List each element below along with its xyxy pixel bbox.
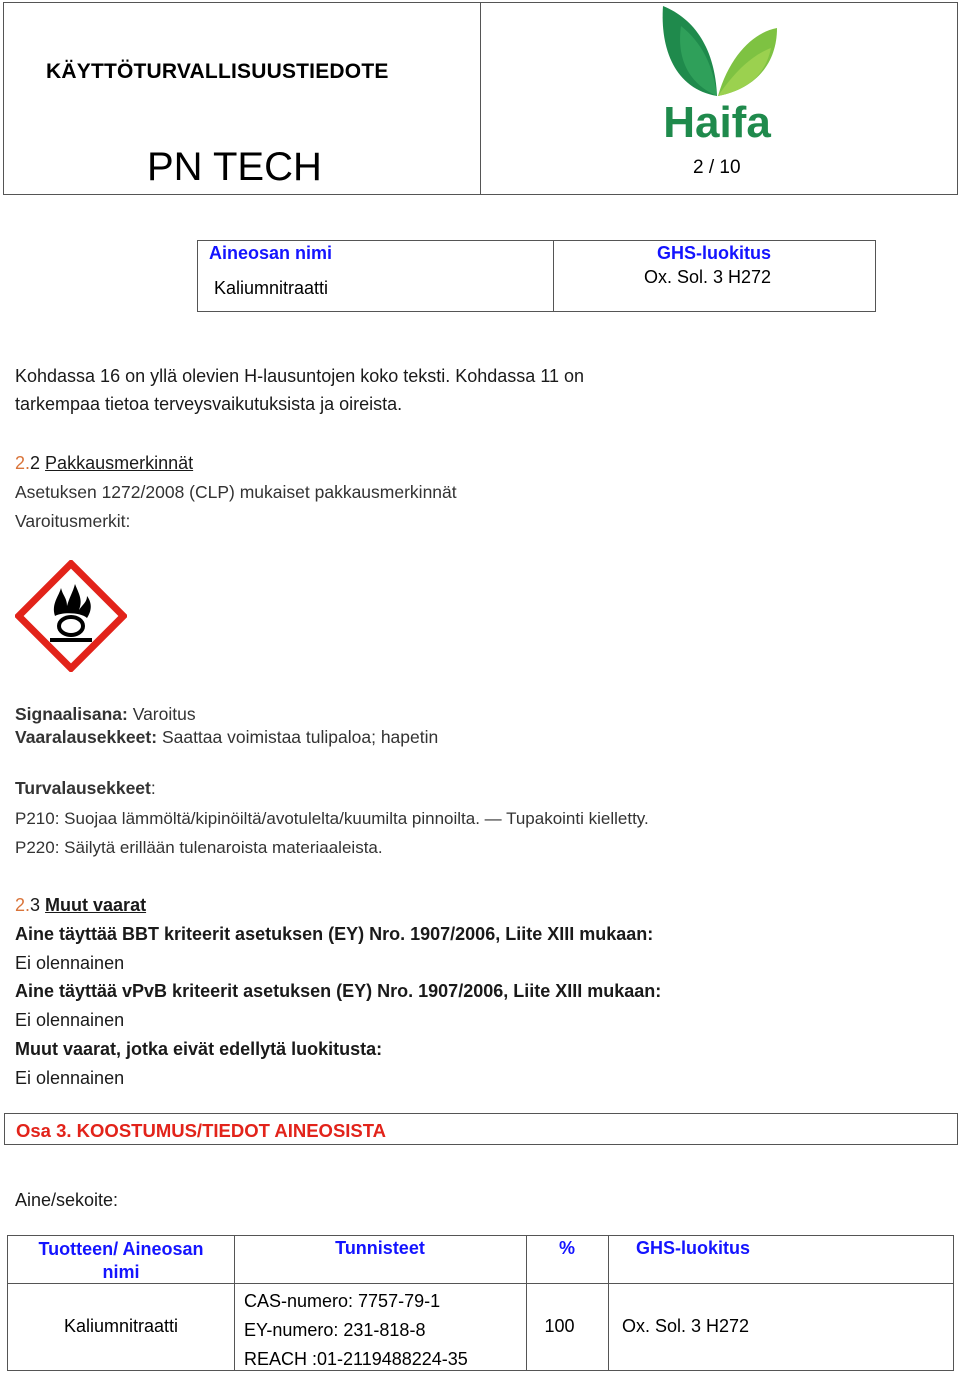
- pbt-criteria-label: Aine täyttää BBT kriteerit asetuksen (EY) Nro. 1907/2006, Liite XIII mukaan:: [15, 924, 654, 944]
- precaution-label: Turvalausekkeet: [15, 778, 151, 798]
- other-hazards-label: Muut vaarat, jotka eivät edellytä luokitusta:: [15, 1039, 383, 1059]
- substance-mixture-label: Aine/sekoite:: [15, 1190, 119, 1210]
- section-number-suffix: 3: [30, 895, 41, 915]
- composition-table: [7, 1235, 954, 1371]
- cell-ghs-value: Ox. Sol. 3 H272: [644, 267, 772, 287]
- section-heading: Pakkausmerkinnät: [45, 453, 194, 473]
- col-header-ingredient-name: Aineosan nimi: [209, 243, 333, 263]
- cell-percent: 100: [544, 1316, 575, 1336]
- precaution-p220: P220: Säilytä erillään tulenaroista materiaaleista.: [15, 838, 383, 857]
- vpvb-criteria-value: Ei olennainen: [15, 1010, 125, 1030]
- section-heading: Muut vaarat: [45, 895, 147, 915]
- col-header-identifiers: Tunnisteet: [335, 1238, 425, 1258]
- hazard-text: Saattaa voimistaa tulipaloa; hapetin: [161, 727, 439, 747]
- note-line-2: tarkempaa tietoa terveysvaikutuksista ja oireista.: [15, 394, 403, 414]
- col-header-ghs: GHS-luokitus: [657, 243, 772, 263]
- note-line-1: Kohdassa 16 on yllä olevien H-lausuntojen koko teksti. Kohdassa 11 on: [15, 366, 585, 386]
- signal-word-line: [15, 704, 196, 725]
- cell-reach-number: REACH :01-2119488224-35: [244, 1349, 468, 1369]
- hazard-label: Vaaralausekkeet:: [15, 727, 158, 747]
- section-number-prefix: 2.: [15, 453, 31, 473]
- clp-subtitle: Asetuksen 1272/2008 (CLP) mukaiset pakkausmerkinnät: [15, 482, 457, 502]
- signal-word-label: Signaalisana:: [15, 704, 128, 724]
- cell-ingredient-name: Kaliumnitraatti: [214, 278, 329, 298]
- section-2-3-heading: [15, 895, 146, 916]
- section-3-title: Osa 3. KOOSTUMUS/TIEDOT AINEOSISTA: [16, 1120, 387, 1141]
- section-number-prefix: 2.: [15, 895, 31, 915]
- vpvb-criteria-label: Aine täyttää vPvB kriteerit asetuksen (EY) Nro. 1907/2006, Liite XIII mukaan:: [15, 981, 662, 1001]
- ghs-oxidizer-icon: [15, 560, 127, 672]
- other-hazards-value: Ei olennainen: [15, 1068, 125, 1088]
- precaution-colon: :: [150, 778, 156, 798]
- signal-word-value: Varoitus: [132, 704, 196, 724]
- section-3-bar: [4, 1113, 958, 1145]
- ingredient-table: [197, 240, 876, 312]
- hazard-statement-line: [15, 727, 438, 748]
- haifa-leaves-icon: [655, 4, 780, 140]
- col-header-product-name: Tuotteen/ Aineosan nimi: [38, 1239, 204, 1282]
- haifa-logo: [655, 4, 780, 140]
- cell-product-name: Kaliumnitraatti: [63, 1316, 179, 1336]
- pbt-criteria-value: Ei olennainen: [15, 953, 125, 973]
- logo-text: Haifa: [663, 98, 771, 140]
- precaution-p210: P210: Suojaa lämmöltä/kipinöiltä/avotulelta/kuumilta pinnoilta. — Tupakointi kielletty.: [15, 809, 649, 828]
- col-header-percent: %: [558, 1238, 575, 1258]
- cell-ec-number: EY-numero: 231-818-8: [244, 1320, 426, 1340]
- warning-symbols-label: Varoitusmerkit:: [15, 511, 131, 531]
- table-divider: [553, 241, 554, 311]
- col-header-ghs: GHS-luokitus: [635, 1238, 750, 1258]
- product-name: PN TECH: [147, 145, 322, 189]
- section-number-suffix: 2: [30, 453, 41, 473]
- section-2-2-heading: [15, 453, 193, 474]
- page-number: 2 / 10: [693, 157, 741, 178]
- cell-ghs: Ox. Sol. 3 H272: [622, 1316, 750, 1336]
- precaution-label-line: [15, 778, 156, 799]
- document-title: KÄYTTÖTURVALLISUUSTIEDOTE: [46, 60, 389, 83]
- cell-cas-number: CAS-numero: 7757-79-1: [244, 1291, 441, 1311]
